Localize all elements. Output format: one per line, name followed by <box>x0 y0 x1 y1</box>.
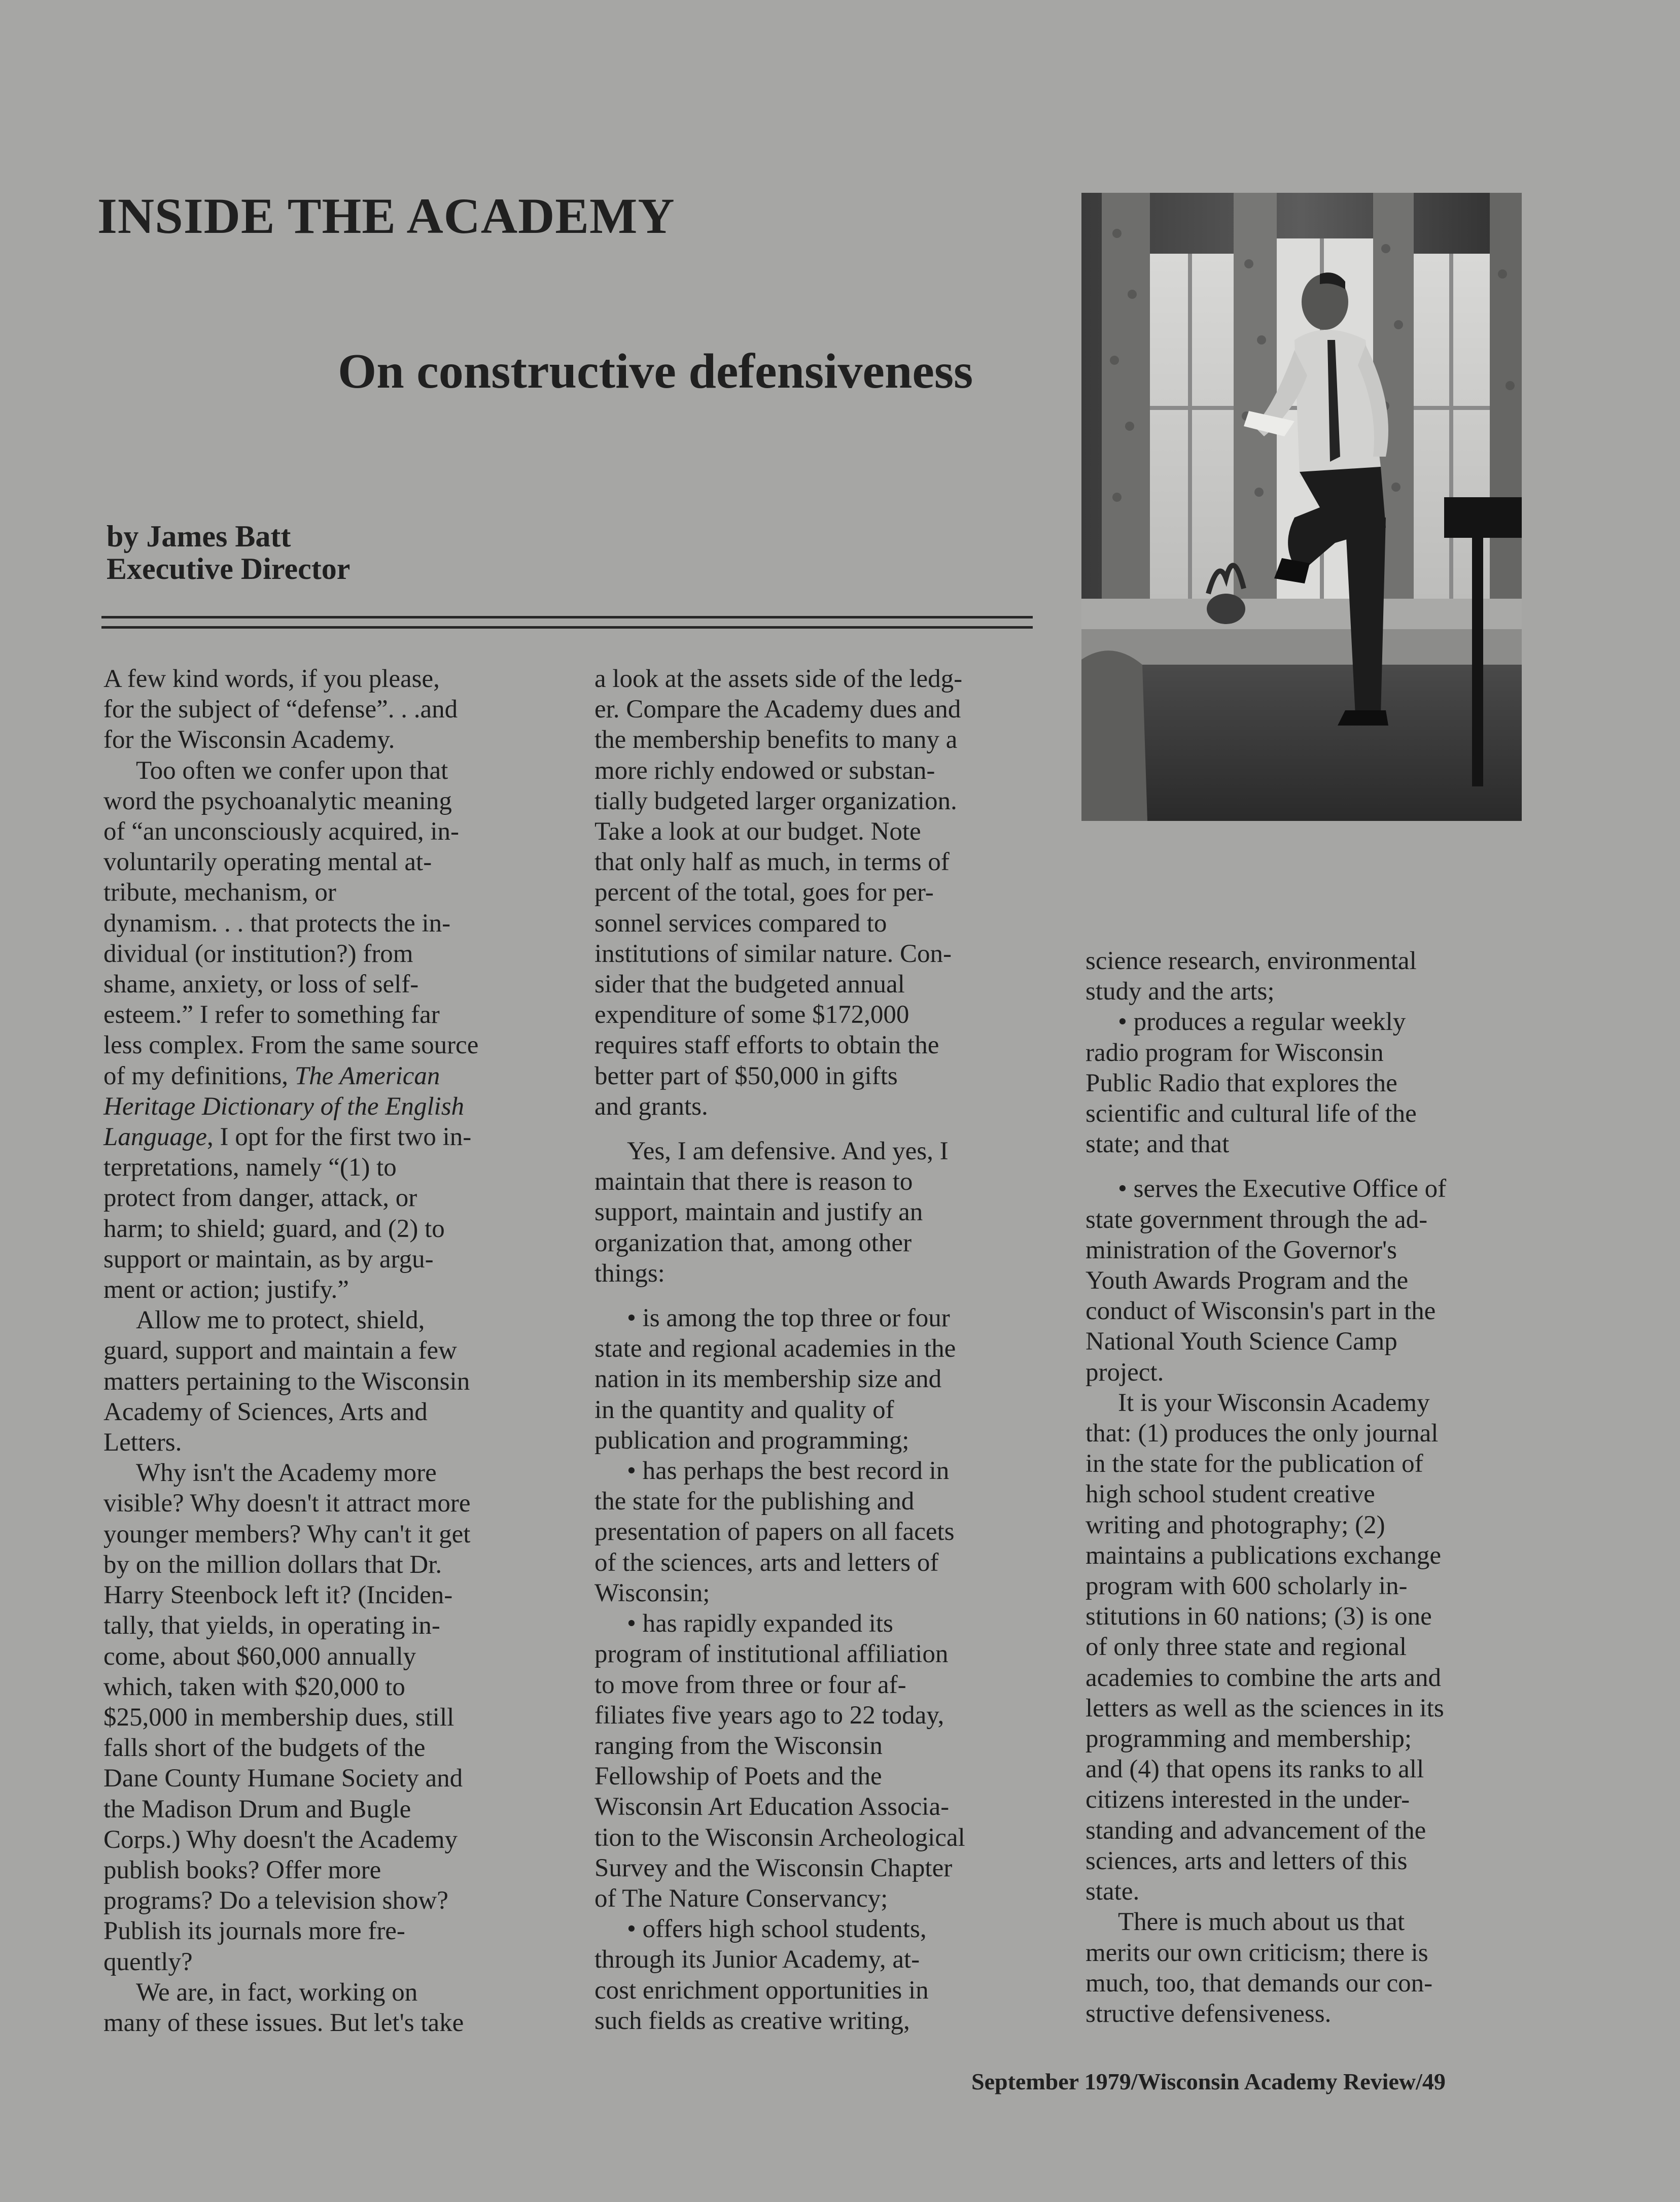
text-line: Letters. <box>103 1428 182 1457</box>
text-line: percent of the total, goes for per- <box>594 878 934 907</box>
text-line: shame, anxiety, or loss of self- <box>103 970 419 999</box>
text-line: Allow me to protect, shield, <box>136 1306 425 1335</box>
text-line: Dane County Humane Society and <box>103 1764 463 1793</box>
text-line: citizens interested in the under- <box>1086 1785 1410 1814</box>
header-rule-bottom <box>101 626 1033 629</box>
text-line: cost enrichment opportunities in <box>594 1976 929 2005</box>
text-line: requires staff efforts to obtain the <box>594 1031 939 1060</box>
text-line: protect from danger, attack, or <box>103 1184 417 1213</box>
column-1 <box>103 664 560 2038</box>
text-line: science research, environmental <box>1086 947 1417 975</box>
text-line: voluntarily operating mental at- <box>103 848 432 877</box>
text-line: tally, that yields, in operating in- <box>103 1611 440 1640</box>
text-line: maintains a publications exchange <box>1086 1541 1442 1570</box>
text-line: Fellowship of Poets and the <box>594 1762 882 1791</box>
text-line: er. Compare the Academy dues and <box>594 695 961 724</box>
text-line: expenditure of some $172,000 <box>594 1001 909 1029</box>
text-line: Take a look at our budget. Note <box>594 817 921 846</box>
text-line: Heritage Dictionary of the English <box>103 1092 465 1121</box>
text-line: We are, in fact, working on <box>136 1978 418 2007</box>
text-line: conduct of Wisconsin's part in the <box>1086 1297 1436 1326</box>
author-photo <box>1081 193 1522 821</box>
text-line: There is much about us that <box>1118 1908 1405 1937</box>
text-line: quently? <box>103 1947 193 1976</box>
text-line: state government through the ad- <box>1086 1205 1428 1234</box>
text-line: • produces a regular weekly <box>1118 1008 1406 1037</box>
text-line: many of these issues. But let's take <box>103 2008 464 2037</box>
text-line: Wisconsin Art Education Associa- <box>594 1793 950 1821</box>
text-line: much, too, that demands our con- <box>1086 1969 1433 1998</box>
text-line: • offers high school students, <box>627 1915 927 1944</box>
text-line: that: (1) produces the only journal <box>1086 1419 1439 1448</box>
text-line: in the quantity and quality of <box>594 1395 894 1424</box>
text-line: state and regional academies in the <box>594 1334 956 1363</box>
column-3 <box>1086 946 1542 2029</box>
text-line: by on the million dollars that Dr. <box>103 1550 442 1579</box>
text-line: through its Junior Academy, at- <box>594 1945 920 1974</box>
text-line: structive defensiveness. <box>1086 1999 1332 2028</box>
text-line: radio program for Wisconsin <box>1086 1038 1384 1067</box>
text-line: in the state for the publication of <box>1086 1450 1423 1478</box>
text-line: Public Radio that explores the <box>1086 1069 1397 1097</box>
text-line: publication and programming; <box>594 1426 909 1455</box>
text-line: organization that, among other <box>594 1228 912 1257</box>
text-line: Harry Steenbock left it? (Inciden- <box>103 1581 453 1610</box>
text-line: writing and photography; (2) <box>1086 1510 1385 1539</box>
text-line: programs? Do a television show? <box>103 1886 448 1915</box>
text-line: sider that the budgeted annual <box>594 970 905 999</box>
text-line: to move from three or four af- <box>594 1670 906 1699</box>
text-line: for the subject of “defense”. . .and <box>103 695 458 724</box>
text-line: dynamism. . . that protects the in- <box>103 909 451 938</box>
section-heading: INSIDE THE ACADEMY <box>97 188 675 244</box>
text-line: Publish its journals more fre- <box>103 1917 405 1946</box>
text-line: Why isn't the Academy more <box>136 1459 437 1488</box>
text-line: Academy of Sciences, Arts and <box>103 1397 428 1426</box>
text-line: things: <box>594 1259 665 1288</box>
text-line: program with 600 scholarly in- <box>1086 1572 1408 1601</box>
text-line: It is your Wisconsin Academy <box>1118 1388 1430 1417</box>
text-line: come, about $60,000 annually <box>103 1642 416 1671</box>
text-line: of only three state and regional <box>1086 1633 1407 1662</box>
text-line: word the psychoanalytic meaning <box>103 786 452 815</box>
text-line: programming and membership; <box>1086 1725 1412 1753</box>
text-line: which, taken with $20,000 to <box>103 1672 405 1701</box>
text-line: Wisconsin; <box>594 1578 710 1607</box>
text-line: high school student creative <box>1086 1480 1375 1509</box>
text-line: matters pertaining to the Wisconsin <box>103 1367 470 1396</box>
page-footer: September 1979/Wisconsin Academy Review/49 <box>971 2069 1446 2094</box>
text-line: Yes, I am defensive. And yes, I <box>627 1137 949 1166</box>
text-line: ministration of the Governor's <box>1086 1235 1397 1264</box>
column-2 <box>594 664 1051 2036</box>
text-line: maintain that there is reason to <box>594 1167 913 1196</box>
text-line: publish books? Offer more <box>103 1855 381 1884</box>
text-line: support or maintain, as by argu- <box>103 1245 434 1274</box>
text-line: academies to combine the arts and <box>1086 1663 1441 1692</box>
text-line: less complex. From the same source <box>103 1031 479 1060</box>
text-line: better part of $50,000 in gifts <box>594 1061 898 1090</box>
text-line: filiates five years ago to 22 today, <box>594 1701 944 1730</box>
text-line: of the sciences, arts and letters of <box>594 1548 939 1577</box>
text-line: falls short of the budgets of the <box>103 1734 426 1763</box>
text-line: A few kind words, if you please, <box>103 665 440 693</box>
text-line: guard, support and maintain a few <box>103 1336 457 1365</box>
text-line: terpretations, namely “(1) to <box>103 1153 397 1182</box>
text-line: • is among the top three or four <box>627 1304 950 1333</box>
text-line: support, maintain and justify an <box>594 1198 923 1227</box>
text-line: Language, I opt for the first two in- <box>103 1123 472 1152</box>
text-line: and grants. <box>594 1092 708 1121</box>
byline <box>107 520 350 585</box>
text-line: scientific and cultural life of the <box>1086 1099 1417 1128</box>
text-line: study and the arts; <box>1086 977 1275 1006</box>
text-line: ment or action; justify.” <box>103 1276 349 1304</box>
text-line: and (4) that opens its ranks to all <box>1086 1755 1424 1784</box>
text-line: esteem.” I refer to something far <box>103 1001 440 1029</box>
text-line: younger members? Why can't it get <box>103 1520 471 1549</box>
text-line: the state for the publishing and <box>594 1487 915 1516</box>
text-line: Survey and the Wisconsin Chapter <box>594 1853 953 1882</box>
text-line: Corps.) Why doesn't the Academy <box>103 1825 458 1854</box>
text-line: • serves the Executive Office of <box>1118 1175 1447 1203</box>
text-line: • has perhaps the best record in <box>627 1457 950 1486</box>
article-title: On constructive defensiveness <box>338 344 973 399</box>
text-line: that only half as much, in terms of <box>594 848 950 877</box>
text-line: stitutions in 60 nations; (3) is one <box>1086 1602 1432 1631</box>
text-line: dividual (or institution?) from <box>103 939 413 968</box>
text-line: program of institutional affiliation <box>594 1640 949 1669</box>
text-line: state; and that <box>1086 1130 1230 1159</box>
text-line: merits our own criticism; there is <box>1086 1938 1428 1967</box>
text-line: the Madison Drum and Bugle <box>103 1795 411 1823</box>
text-line: of my definitions, The American <box>103 1061 440 1090</box>
text-line: of The Nature Conservancy; <box>594 1884 888 1913</box>
text-line: letters as well as the sciences in its <box>1086 1694 1444 1723</box>
text-line: institutions of similar nature. Con- <box>594 939 952 968</box>
text-line: presentation of papers on all facets <box>594 1518 955 1546</box>
text-line: visible? Why doesn't it attract more <box>103 1489 471 1518</box>
author-name: by James Batt <box>107 520 291 553</box>
text-line: National Youth Science Camp <box>1086 1327 1397 1356</box>
text-line: sonnel services compared to <box>594 909 887 938</box>
text-line: standing and advancement of the <box>1086 1816 1426 1845</box>
text-line: harm; to shield; guard, and (2) to <box>103 1214 445 1243</box>
text-line: project. <box>1086 1358 1164 1387</box>
text-line: for the Wisconsin Academy. <box>103 726 395 754</box>
text-line: Too often we confer upon that <box>136 756 448 785</box>
text-line: Youth Awards Program and the <box>1086 1266 1409 1295</box>
text-line: state. <box>1086 1877 1140 1906</box>
text-line: tion to the Wisconsin Archeological <box>594 1823 965 1852</box>
text-line: ranging from the Wisconsin <box>594 1731 883 1760</box>
text-line: tially budgeted larger organization. <box>594 786 957 815</box>
author-role: Executive Director <box>107 552 351 586</box>
header-rule-top <box>101 616 1033 618</box>
text-line: such fields as creative writing, <box>594 2006 910 2035</box>
text-line: more richly endowed or substan- <box>594 756 935 785</box>
text-line: nation in its membership size and <box>594 1365 942 1394</box>
text-line: • has rapidly expanded its <box>627 1609 893 1638</box>
text-line: of “an unconsciously acquired, in- <box>103 817 460 846</box>
text-line: $25,000 in membership dues, still <box>103 1703 454 1732</box>
text-line: a look at the assets side of the ledg- <box>594 665 963 693</box>
text-line: sciences, arts and letters of this <box>1086 1846 1408 1875</box>
text-line: tribute, mechanism, or <box>103 878 336 907</box>
text-line: the membership benefits to many a <box>594 726 958 754</box>
